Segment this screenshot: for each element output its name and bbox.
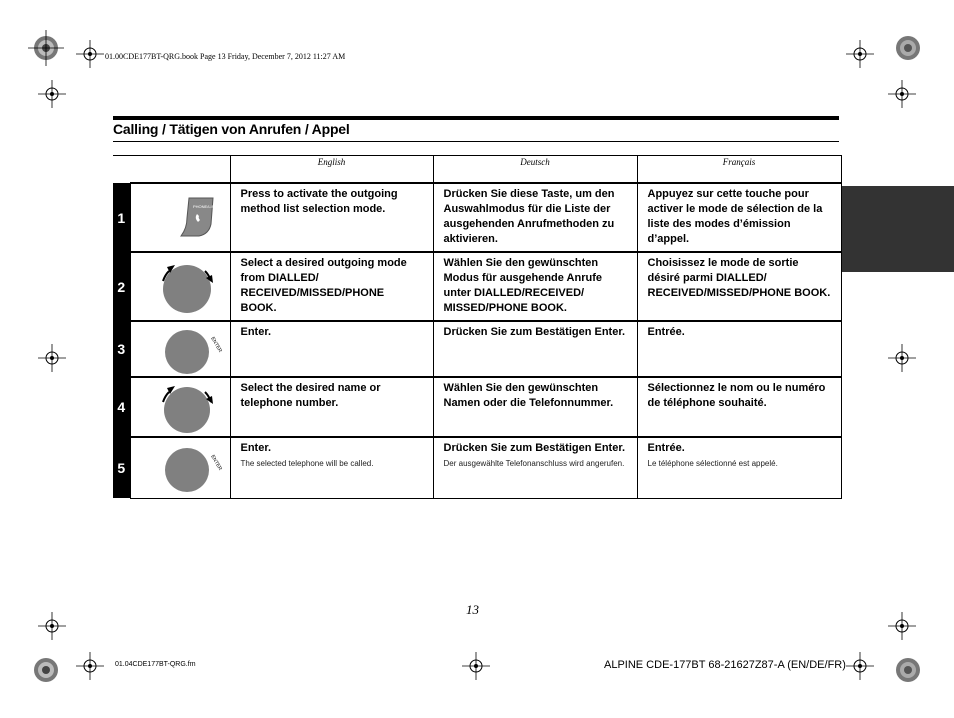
step-5-english-text: Enter.: [240, 442, 272, 454]
step-1-deutsch: Drücken Sie diese Taste, um den Auswahlmodus für die Liste der ausgehenden Anrufmethoden zu aktivieren.: [433, 183, 637, 252]
crosshair-icon: [38, 612, 66, 640]
table-header-row: [113, 156, 841, 184]
registration-mark-icon: [28, 652, 64, 688]
crosshair-icon: [888, 344, 916, 372]
crosshair-icon: [76, 652, 104, 680]
rotary-knob-press-icon: [130, 437, 230, 498]
step-5-francais: [637, 437, 841, 498]
svg-text:ENTER: ENTER: [208, 454, 223, 472]
page-title: Calling / Tätigen von Anrufen / Appel: [113, 121, 350, 137]
step-5-english: [230, 437, 433, 498]
step-3-francais: Entrée.: [637, 321, 841, 377]
rotary-knob-turn-icon: [130, 252, 230, 321]
column-header-francais: Français: [637, 156, 841, 184]
registration-mark-icon: [890, 30, 926, 66]
svg-text:PHONE/LIST: PHONE/LIST: [192, 204, 217, 209]
table-row: [113, 321, 841, 377]
step-5-english-note: The selected telephone will be called.: [240, 459, 374, 468]
step-5-francais-text: Entrée.: [647, 442, 685, 454]
step-5-deutsch: [433, 437, 637, 498]
crosshair-icon: [888, 612, 916, 640]
rotary-knob-turn-icon: [130, 377, 230, 437]
table-row: [113, 377, 841, 437]
column-header-deutsch: Deutsch: [433, 156, 637, 184]
section-tab: [842, 186, 954, 272]
crosshair-icon: [38, 344, 66, 372]
page-header-file-info: 01.00CDE177BT-QRG.book Page 13 Friday, December 7, 2012 11:27 AM: [105, 52, 346, 61]
rotary-knob-press-icon: [130, 321, 230, 377]
title-rule: [113, 141, 839, 142]
step-3-deutsch: Drücken Sie zum Bestätigen Enter.: [433, 321, 637, 377]
registration-mark-icon: [890, 652, 926, 688]
table-row: [113, 437, 841, 498]
table-row: [113, 183, 841, 252]
step-5-francais-note: Le téléphone sélectionné est appelé.: [647, 459, 778, 468]
step-2-english: Select a desired outgoing mode from DIALLED/ RECEIVED/MISSED/PHONE BOOK.: [230, 252, 433, 321]
page-number: 13: [466, 602, 479, 617]
step-1-francais: Appuyez sur cette touche pour activer le mode de sélection de la liste des modes d’émission d’appel.: [637, 183, 841, 252]
step-5-deutsch-note: Der ausgewählte Telefonanschluss wird angerufen.: [443, 459, 625, 468]
table-row: [113, 252, 841, 321]
column-header-english: English: [230, 156, 433, 184]
registration-mark-icon: [28, 30, 64, 66]
crosshair-icon: [76, 40, 104, 68]
step-5-deutsch-text: Drücken Sie zum Bestätigen Enter.: [443, 442, 626, 454]
step-number: 4: [113, 377, 130, 437]
footer-file-name: 01.04CDE177BT-QRG.fm: [115, 661, 196, 668]
step-number: 5: [113, 437, 130, 498]
title-bar: [113, 116, 839, 120]
svg-text:ENTER: ENTER: [208, 336, 223, 354]
step-number: 1: [113, 183, 130, 252]
step-4-deutsch: Wählen Sie den gewünschten Namen oder die Telefonnummer.: [433, 377, 637, 437]
step-4-francais: Sélectionnez le nom ou le numéro de téléphone souhaité.: [637, 377, 841, 437]
step-3-english: Enter.: [230, 321, 433, 377]
crosshair-icon: [846, 652, 874, 680]
step-number: 3: [113, 321, 130, 377]
crosshair-icon: [38, 80, 66, 108]
steps-table: [113, 155, 842, 499]
phone-button-icon: [130, 183, 230, 252]
crosshair-icon: [888, 80, 916, 108]
crosshair-icon: [462, 652, 490, 680]
footer-model-code: ALPINE CDE-177BT 68-21627Z87-A (EN/DE/FR): [604, 659, 846, 671]
step-number: 2: [113, 252, 130, 321]
step-2-deutsch: Wählen Sie den gewünschten Modus für ausgehende Anrufe unter DIALLED/RECEIVED/ MISSED/PHONE BOOK.: [433, 252, 637, 321]
step-2-francais: Choisissez le mode de sortie désiré parmi DIALLED/ RECEIVED/MISSED/PHONE BOOK.: [637, 252, 841, 321]
crosshair-icon: [846, 40, 874, 68]
step-4-english: Select the desired name or telephone number.: [230, 377, 433, 437]
step-1-english: Press to activate the outgoing method list selection mode.: [230, 183, 433, 252]
